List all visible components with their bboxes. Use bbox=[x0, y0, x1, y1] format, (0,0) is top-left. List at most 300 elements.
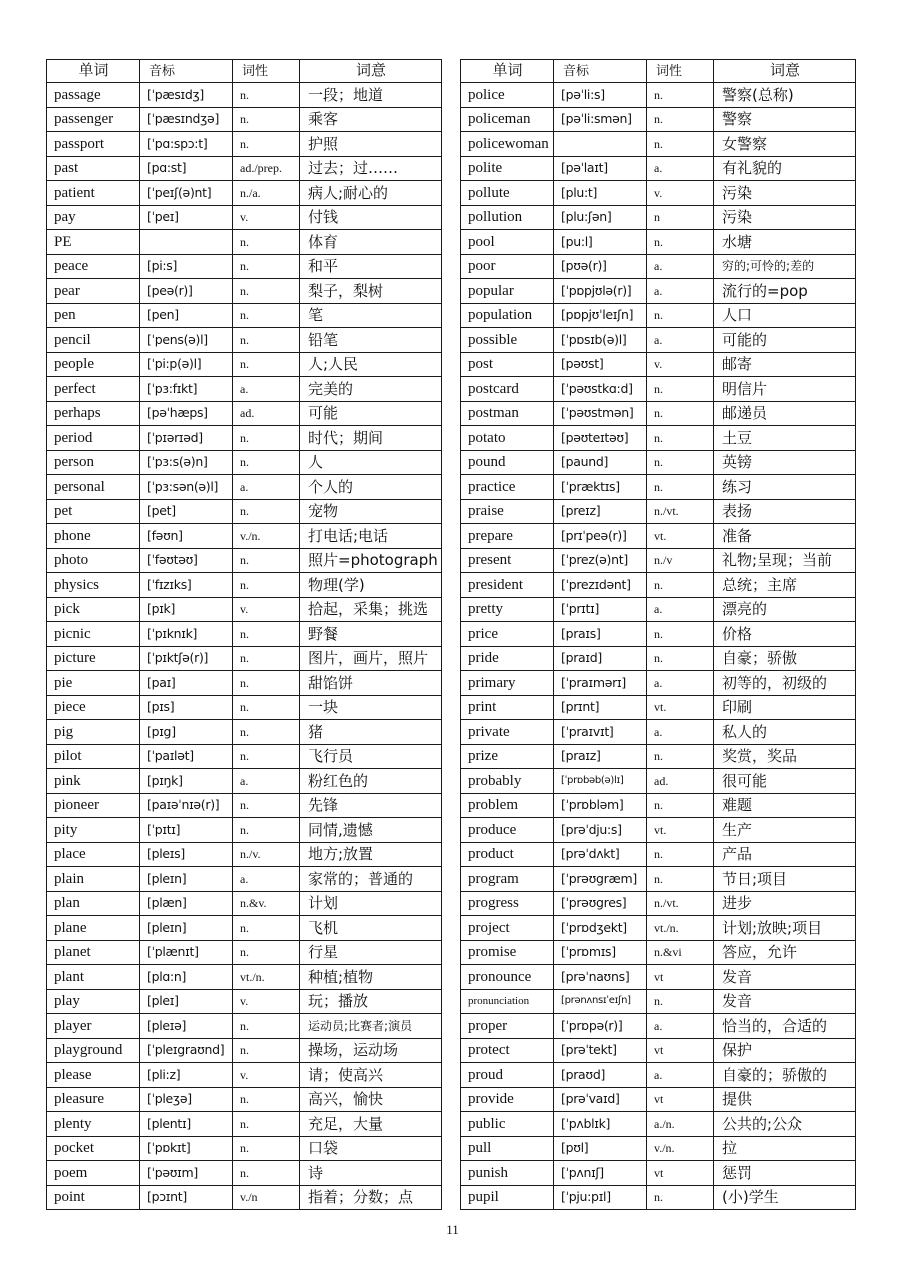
part-of-speech-cell: vt. bbox=[647, 695, 714, 720]
phonetic-cell: [pleɪə] bbox=[140, 1014, 233, 1039]
phonetic-cell: [ˈpʌnɪʃ] bbox=[554, 1161, 647, 1186]
table-row bbox=[47, 867, 442, 892]
meaning-cell: 印刷 bbox=[714, 695, 856, 720]
phonetic-cell: [ˈprəʊgræm] bbox=[554, 867, 647, 892]
header-pos: 词性 bbox=[647, 60, 714, 83]
header-row bbox=[47, 60, 442, 83]
table-row bbox=[47, 940, 442, 965]
phonetic-cell: [ˈpraɪvɪt] bbox=[554, 720, 647, 745]
phonetic-cell: [pʊl] bbox=[554, 1136, 647, 1161]
phonetic-cell bbox=[554, 132, 647, 157]
phonetic-cell: [ˈpræktɪs] bbox=[554, 475, 647, 500]
meaning-cell: 图片，画片，照片 bbox=[300, 646, 442, 671]
part-of-speech-cell: a. bbox=[647, 328, 714, 353]
phonetic-cell: [pɪk] bbox=[140, 597, 233, 622]
phonetic-cell: [ˈpɜ:sən(ə)l] bbox=[140, 475, 233, 500]
meaning-cell: 过去；过…… bbox=[300, 156, 442, 181]
part-of-speech-cell: n. bbox=[647, 426, 714, 451]
phonetic-cell: [ˈprɒdʒekt] bbox=[554, 916, 647, 941]
table-row bbox=[461, 83, 856, 108]
part-of-speech-cell: n. bbox=[233, 254, 300, 279]
meaning-cell: 土豆 bbox=[714, 426, 856, 451]
phonetic-cell: [pli:z] bbox=[140, 1063, 233, 1088]
meaning-cell: 奖赏，奖品 bbox=[714, 744, 856, 769]
table-row bbox=[47, 377, 442, 402]
part-of-speech-cell: n. bbox=[233, 303, 300, 328]
phonetic-cell: [plu:ʃən] bbox=[554, 205, 647, 230]
word-cell: pretty bbox=[461, 597, 554, 622]
meaning-cell: 付钱 bbox=[300, 205, 442, 230]
table-row bbox=[461, 818, 856, 843]
phonetic-cell: [prəˈdʌkt] bbox=[554, 842, 647, 867]
meaning-cell: 运动员;比赛者;演员 bbox=[300, 1014, 442, 1039]
table-row bbox=[461, 597, 856, 622]
table-row bbox=[461, 377, 856, 402]
part-of-speech-cell: v./n. bbox=[233, 524, 300, 549]
part-of-speech-cell: vt bbox=[647, 1161, 714, 1186]
table-row bbox=[47, 1038, 442, 1063]
word-cell: pay bbox=[47, 205, 140, 230]
meaning-cell: 一段；地道 bbox=[300, 83, 442, 108]
part-of-speech-cell: vt./n. bbox=[233, 965, 300, 990]
part-of-speech-cell: v. bbox=[233, 1063, 300, 1088]
table-row bbox=[47, 769, 442, 794]
word-cell: playground bbox=[47, 1038, 140, 1063]
part-of-speech-cell: n. bbox=[233, 328, 300, 353]
word-cell: postman bbox=[461, 401, 554, 426]
word-cell: pear bbox=[47, 279, 140, 304]
meaning-cell: 表扬 bbox=[714, 499, 856, 524]
phonetic-cell: [ˈpəʊstmən] bbox=[554, 401, 647, 426]
word-cell: plan bbox=[47, 891, 140, 916]
table-row bbox=[47, 524, 442, 549]
table-row bbox=[461, 622, 856, 647]
word-cell: present bbox=[461, 548, 554, 573]
part-of-speech-cell: n. bbox=[647, 303, 714, 328]
part-of-speech-cell: a. bbox=[647, 1014, 714, 1039]
phonetic-cell: [prəˈtekt] bbox=[554, 1038, 647, 1063]
table-row bbox=[461, 940, 856, 965]
table-row bbox=[47, 303, 442, 328]
meaning-cell: 答应，允许 bbox=[714, 940, 856, 965]
phonetic-cell: [ˈpəʊstkɑ:d] bbox=[554, 377, 647, 402]
part-of-speech-cell: n. bbox=[233, 793, 300, 818]
word-cell: progress bbox=[461, 891, 554, 916]
word-cell: pupil bbox=[461, 1185, 554, 1210]
meaning-cell: 照片=photograph bbox=[300, 548, 442, 573]
table-row bbox=[461, 1185, 856, 1210]
table-row bbox=[47, 1161, 442, 1186]
part-of-speech-cell: v. bbox=[233, 989, 300, 1014]
meaning-cell: 价格 bbox=[714, 622, 856, 647]
table-row bbox=[461, 524, 856, 549]
part-of-speech-cell: n. bbox=[233, 916, 300, 941]
meaning-cell: 猪 bbox=[300, 720, 442, 745]
meaning-cell: 可能的 bbox=[714, 328, 856, 353]
meaning-cell: 穷的;可怜的;差的 bbox=[714, 254, 856, 279]
phonetic-cell: [prənʌnsɪˈeɪʃn] bbox=[554, 989, 647, 1014]
meaning-cell: 节日;项目 bbox=[714, 867, 856, 892]
word-cell: passenger bbox=[47, 107, 140, 132]
word-cell: passport bbox=[47, 132, 140, 157]
table-row bbox=[461, 916, 856, 941]
meaning-cell: 行星 bbox=[300, 940, 442, 965]
table-row bbox=[461, 132, 856, 157]
table-row bbox=[47, 744, 442, 769]
part-of-speech-cell: n. bbox=[647, 842, 714, 867]
table-row bbox=[461, 671, 856, 696]
word-cell: pool bbox=[461, 230, 554, 255]
word-cell: population bbox=[461, 303, 554, 328]
word-cell: PE bbox=[47, 230, 140, 255]
part-of-speech-cell: n. bbox=[233, 818, 300, 843]
word-cell: proud bbox=[461, 1063, 554, 1088]
phonetic-cell: [ˈfəʊtəʊ] bbox=[140, 548, 233, 573]
table-row bbox=[47, 1087, 442, 1112]
phonetic-cell: [paɪəˈnɪə(r)] bbox=[140, 793, 233, 818]
word-cell: please bbox=[47, 1063, 140, 1088]
part-of-speech-cell: v./n bbox=[233, 1185, 300, 1210]
phonetic-cell: [ˈpɪtɪ] bbox=[140, 818, 233, 843]
phonetic-cell: [praʊd] bbox=[554, 1063, 647, 1088]
word-cell: personal bbox=[47, 475, 140, 500]
table-row bbox=[461, 279, 856, 304]
table-row bbox=[461, 573, 856, 598]
phonetic-cell: [ˈpɒkɪt] bbox=[140, 1136, 233, 1161]
word-cell: proper bbox=[461, 1014, 554, 1039]
part-of-speech-cell: n. bbox=[233, 1136, 300, 1161]
table-row bbox=[47, 181, 442, 206]
part-of-speech-cell: n. bbox=[647, 401, 714, 426]
word-cell: poor bbox=[461, 254, 554, 279]
table-row bbox=[461, 989, 856, 1014]
phonetic-cell: [ˈpɑ:spɔ:t] bbox=[140, 132, 233, 157]
word-cell: passage bbox=[47, 83, 140, 108]
table-row bbox=[47, 1185, 442, 1210]
part-of-speech-cell: n bbox=[647, 205, 714, 230]
word-cell: pollution bbox=[461, 205, 554, 230]
phonetic-cell: [ˈpraɪmərɪ] bbox=[554, 671, 647, 696]
part-of-speech-cell: n./vt. bbox=[647, 891, 714, 916]
table-row bbox=[461, 254, 856, 279]
table-row bbox=[47, 205, 442, 230]
table-row bbox=[47, 573, 442, 598]
word-cell: probably bbox=[461, 769, 554, 794]
table-row bbox=[47, 279, 442, 304]
meaning-cell: 人口 bbox=[714, 303, 856, 328]
phonetic-cell: [pəˈli:smən] bbox=[554, 107, 647, 132]
word-cell: prize bbox=[461, 744, 554, 769]
meaning-cell: 病人;耐心的 bbox=[300, 181, 442, 206]
header-word: 单词 bbox=[461, 60, 554, 83]
word-cell: plain bbox=[47, 867, 140, 892]
meaning-cell: 体育 bbox=[300, 230, 442, 255]
meaning-cell: 和平 bbox=[300, 254, 442, 279]
meaning-cell: 明信片 bbox=[714, 377, 856, 402]
phonetic-cell: [ˈpæsɪdʒ] bbox=[140, 83, 233, 108]
header-pos: 词性 bbox=[233, 60, 300, 83]
phonetic-cell: [praɪd] bbox=[554, 646, 647, 671]
table-row bbox=[461, 181, 856, 206]
word-cell: point bbox=[47, 1185, 140, 1210]
word-cell: primary bbox=[461, 671, 554, 696]
phonetic-cell: [prɪnt] bbox=[554, 695, 647, 720]
meaning-cell: 惩罚 bbox=[714, 1161, 856, 1186]
phonetic-cell: [pɪŋk] bbox=[140, 769, 233, 794]
meaning-cell: 保护 bbox=[714, 1038, 856, 1063]
word-cell: pilot bbox=[47, 744, 140, 769]
meaning-cell: 家常的；普通的 bbox=[300, 867, 442, 892]
table-row bbox=[47, 793, 442, 818]
word-cell: pocket bbox=[47, 1136, 140, 1161]
meaning-cell: 总统；主席 bbox=[714, 573, 856, 598]
word-cell: player bbox=[47, 1014, 140, 1039]
part-of-speech-cell: n. bbox=[233, 107, 300, 132]
part-of-speech-cell: n. bbox=[233, 548, 300, 573]
meaning-cell: 操场，运动场 bbox=[300, 1038, 442, 1063]
word-cell: picnic bbox=[47, 622, 140, 647]
part-of-speech-cell: n. bbox=[647, 622, 714, 647]
part-of-speech-cell: n.&vi bbox=[647, 940, 714, 965]
meaning-cell: 种植;植物 bbox=[300, 965, 442, 990]
phonetic-cell: [ˈprɒbəb(ə)lɪ] bbox=[554, 769, 647, 794]
phonetic-cell: [preɪz] bbox=[554, 499, 647, 524]
meaning-cell: 请；使高兴 bbox=[300, 1063, 442, 1088]
table-row bbox=[461, 548, 856, 573]
part-of-speech-cell: n. bbox=[647, 475, 714, 500]
meaning-cell: 污染 bbox=[714, 205, 856, 230]
phonetic-cell: [prəˈnaʊns] bbox=[554, 965, 647, 990]
meaning-cell: 地方;放置 bbox=[300, 842, 442, 867]
word-cell: pie bbox=[47, 671, 140, 696]
part-of-speech-cell: n./v bbox=[647, 548, 714, 573]
table-row bbox=[47, 720, 442, 745]
word-cell: pen bbox=[47, 303, 140, 328]
meaning-cell: 拾起，采集；挑选 bbox=[300, 597, 442, 622]
phonetic-cell: [ˈprɪtɪ] bbox=[554, 597, 647, 622]
meaning-cell: 野餐 bbox=[300, 622, 442, 647]
meaning-cell: 飞机 bbox=[300, 916, 442, 941]
meaning-cell: 粉红色的 bbox=[300, 769, 442, 794]
meaning-cell: 一块 bbox=[300, 695, 442, 720]
meaning-cell: 提供 bbox=[714, 1087, 856, 1112]
word-cell: plant bbox=[47, 965, 140, 990]
table-row bbox=[461, 1063, 856, 1088]
word-cell: popular bbox=[461, 279, 554, 304]
meaning-cell: 进步 bbox=[714, 891, 856, 916]
meaning-cell: 发音 bbox=[714, 965, 856, 990]
table-row bbox=[461, 328, 856, 353]
word-cell: president bbox=[461, 573, 554, 598]
meaning-cell: 甜馅饼 bbox=[300, 671, 442, 696]
word-cell: provide bbox=[461, 1087, 554, 1112]
word-cell: print bbox=[461, 695, 554, 720]
part-of-speech-cell: n./v. bbox=[233, 842, 300, 867]
phonetic-cell: [fəʊn] bbox=[140, 524, 233, 549]
meaning-cell: 打电话;电话 bbox=[300, 524, 442, 549]
phonetic-cell: [pu:l] bbox=[554, 230, 647, 255]
phonetic-cell: [pleɪs] bbox=[140, 842, 233, 867]
part-of-speech-cell: vt. bbox=[647, 524, 714, 549]
phonetic-cell: [pɑ:st] bbox=[140, 156, 233, 181]
phonetic-cell: [ˈprezɪdənt] bbox=[554, 573, 647, 598]
part-of-speech-cell: vt bbox=[647, 965, 714, 990]
table-row bbox=[461, 450, 856, 475]
part-of-speech-cell: n. bbox=[233, 646, 300, 671]
part-of-speech-cell: n. bbox=[233, 1038, 300, 1063]
phonetic-cell: [pɪs] bbox=[140, 695, 233, 720]
phonetic-cell: [prəˈdju:s] bbox=[554, 818, 647, 843]
part-of-speech-cell: n. bbox=[233, 573, 300, 598]
phonetic-cell: [ˈprəʊgres] bbox=[554, 891, 647, 916]
part-of-speech-cell: v. bbox=[647, 181, 714, 206]
phonetic-cell: [ˈpəʊɪm] bbox=[140, 1161, 233, 1186]
meaning-cell: 公共的;公众 bbox=[714, 1112, 856, 1137]
meaning-cell: 生产 bbox=[714, 818, 856, 843]
table-row bbox=[461, 1161, 856, 1186]
table-row bbox=[47, 132, 442, 157]
part-of-speech-cell: n. bbox=[647, 989, 714, 1014]
word-cell: public bbox=[461, 1112, 554, 1137]
part-of-speech-cell: n. bbox=[233, 671, 300, 696]
phonetic-cell: [ˈpju:pɪl] bbox=[554, 1185, 647, 1210]
word-cell: person bbox=[47, 450, 140, 475]
table-row bbox=[47, 622, 442, 647]
phonetic-cell: [ˈprɒpə(r)] bbox=[554, 1014, 647, 1039]
word-cell: project bbox=[461, 916, 554, 941]
part-of-speech-cell: n. bbox=[647, 744, 714, 769]
phonetic-cell: [ˈpɪərɪəd] bbox=[140, 426, 233, 451]
phonetic-cell: [prəˈvaɪd] bbox=[554, 1087, 647, 1112]
part-of-speech-cell: n. bbox=[233, 499, 300, 524]
part-of-speech-cell: a. bbox=[647, 156, 714, 181]
word-cell: post bbox=[461, 352, 554, 377]
phonetic-cell: [ˈplænɪt] bbox=[140, 940, 233, 965]
meaning-cell: 有礼貌的 bbox=[714, 156, 856, 181]
part-of-speech-cell: a. bbox=[233, 867, 300, 892]
part-of-speech-cell: n. bbox=[647, 793, 714, 818]
word-cell: pet bbox=[47, 499, 140, 524]
table-row bbox=[461, 965, 856, 990]
meaning-cell: 漂亮的 bbox=[714, 597, 856, 622]
part-of-speech-cell: n./a. bbox=[233, 181, 300, 206]
word-cell: photo bbox=[47, 548, 140, 573]
phonetic-cell: [ˈpaɪlət] bbox=[140, 744, 233, 769]
phonetic-cell: [ˈpɒsɪb(ə)l] bbox=[554, 328, 647, 353]
part-of-speech-cell: ad./prep. bbox=[233, 156, 300, 181]
table-row bbox=[461, 1087, 856, 1112]
phonetic-cell: [pɪg] bbox=[140, 720, 233, 745]
phonetic-cell: [praɪs] bbox=[554, 622, 647, 647]
part-of-speech-cell: a. bbox=[233, 475, 300, 500]
meaning-cell: 水塘 bbox=[714, 230, 856, 255]
word-cell: piece bbox=[47, 695, 140, 720]
part-of-speech-cell: n. bbox=[233, 352, 300, 377]
word-cell: practice bbox=[461, 475, 554, 500]
word-cell: pollute bbox=[461, 181, 554, 206]
part-of-speech-cell: n. bbox=[233, 940, 300, 965]
word-cell: physics bbox=[47, 573, 140, 598]
phonetic-cell: [ˈpi:p(ə)l] bbox=[140, 352, 233, 377]
part-of-speech-cell: a. bbox=[233, 769, 300, 794]
table-row bbox=[47, 475, 442, 500]
part-of-speech-cell: n. bbox=[647, 1185, 714, 1210]
phonetic-cell: [pəˈhæps] bbox=[140, 401, 233, 426]
part-of-speech-cell: n. bbox=[647, 83, 714, 108]
part-of-speech-cell: vt bbox=[647, 1038, 714, 1063]
phonetic-cell: [ˈprɒmɪs] bbox=[554, 940, 647, 965]
meaning-cell: 先锋 bbox=[300, 793, 442, 818]
word-cell: program bbox=[461, 867, 554, 892]
part-of-speech-cell: n. bbox=[233, 279, 300, 304]
table-row bbox=[47, 328, 442, 353]
word-cell: protect bbox=[461, 1038, 554, 1063]
phonetic-cell: [praɪz] bbox=[554, 744, 647, 769]
table-row bbox=[461, 1038, 856, 1063]
meaning-cell: 充足，大量 bbox=[300, 1112, 442, 1137]
phonetic-cell: [plɑ:n] bbox=[140, 965, 233, 990]
header-row bbox=[461, 60, 856, 83]
meaning-cell: 时代；期间 bbox=[300, 426, 442, 451]
table-row bbox=[47, 83, 442, 108]
part-of-speech-cell: n. bbox=[233, 83, 300, 108]
table-row bbox=[461, 867, 856, 892]
word-cell: pencil bbox=[47, 328, 140, 353]
phonetic-cell: [plæn] bbox=[140, 891, 233, 916]
part-of-speech-cell: n. bbox=[233, 230, 300, 255]
word-cell: people bbox=[47, 352, 140, 377]
word-cell: plane bbox=[47, 916, 140, 941]
phonetic-cell: [pet] bbox=[140, 499, 233, 524]
meaning-cell: 梨子，梨树 bbox=[300, 279, 442, 304]
table-row bbox=[47, 156, 442, 181]
phonetic-cell: [ˈpɜ:s(ə)n] bbox=[140, 450, 233, 475]
meaning-cell: 乘客 bbox=[300, 107, 442, 132]
part-of-speech-cell: n. bbox=[647, 132, 714, 157]
word-cell: policeman bbox=[461, 107, 554, 132]
table-row bbox=[461, 744, 856, 769]
word-cell: pound bbox=[461, 450, 554, 475]
table-row bbox=[47, 230, 442, 255]
part-of-speech-cell: n. bbox=[233, 622, 300, 647]
phonetic-cell: [pəˈli:s] bbox=[554, 83, 647, 108]
word-cell: possible bbox=[461, 328, 554, 353]
meaning-cell: 人 bbox=[300, 450, 442, 475]
meaning-cell: 很可能 bbox=[714, 769, 856, 794]
meaning-cell: 邮寄 bbox=[714, 352, 856, 377]
word-cell: pride bbox=[461, 646, 554, 671]
meaning-cell: 诗 bbox=[300, 1161, 442, 1186]
meaning-cell: 自豪的；骄傲的 bbox=[714, 1063, 856, 1088]
part-of-speech-cell: a. bbox=[647, 720, 714, 745]
word-cell: pronunciation bbox=[461, 989, 554, 1014]
table-row bbox=[47, 401, 442, 426]
word-cell: pig bbox=[47, 720, 140, 745]
word-cell: polite bbox=[461, 156, 554, 181]
meaning-cell: 初等的，初级的 bbox=[714, 671, 856, 696]
phonetic-cell: [pʊə(r)] bbox=[554, 254, 647, 279]
meaning-cell: 个人的 bbox=[300, 475, 442, 500]
meaning-cell: 准备 bbox=[714, 524, 856, 549]
meaning-cell: 人;人民 bbox=[300, 352, 442, 377]
table-row bbox=[47, 1014, 442, 1039]
meaning-cell: 私人的 bbox=[714, 720, 856, 745]
word-cell: past bbox=[47, 156, 140, 181]
table-row bbox=[47, 352, 442, 377]
phonetic-cell: [pleɪn] bbox=[140, 916, 233, 941]
part-of-speech-cell: v./n. bbox=[647, 1136, 714, 1161]
table-row bbox=[461, 205, 856, 230]
